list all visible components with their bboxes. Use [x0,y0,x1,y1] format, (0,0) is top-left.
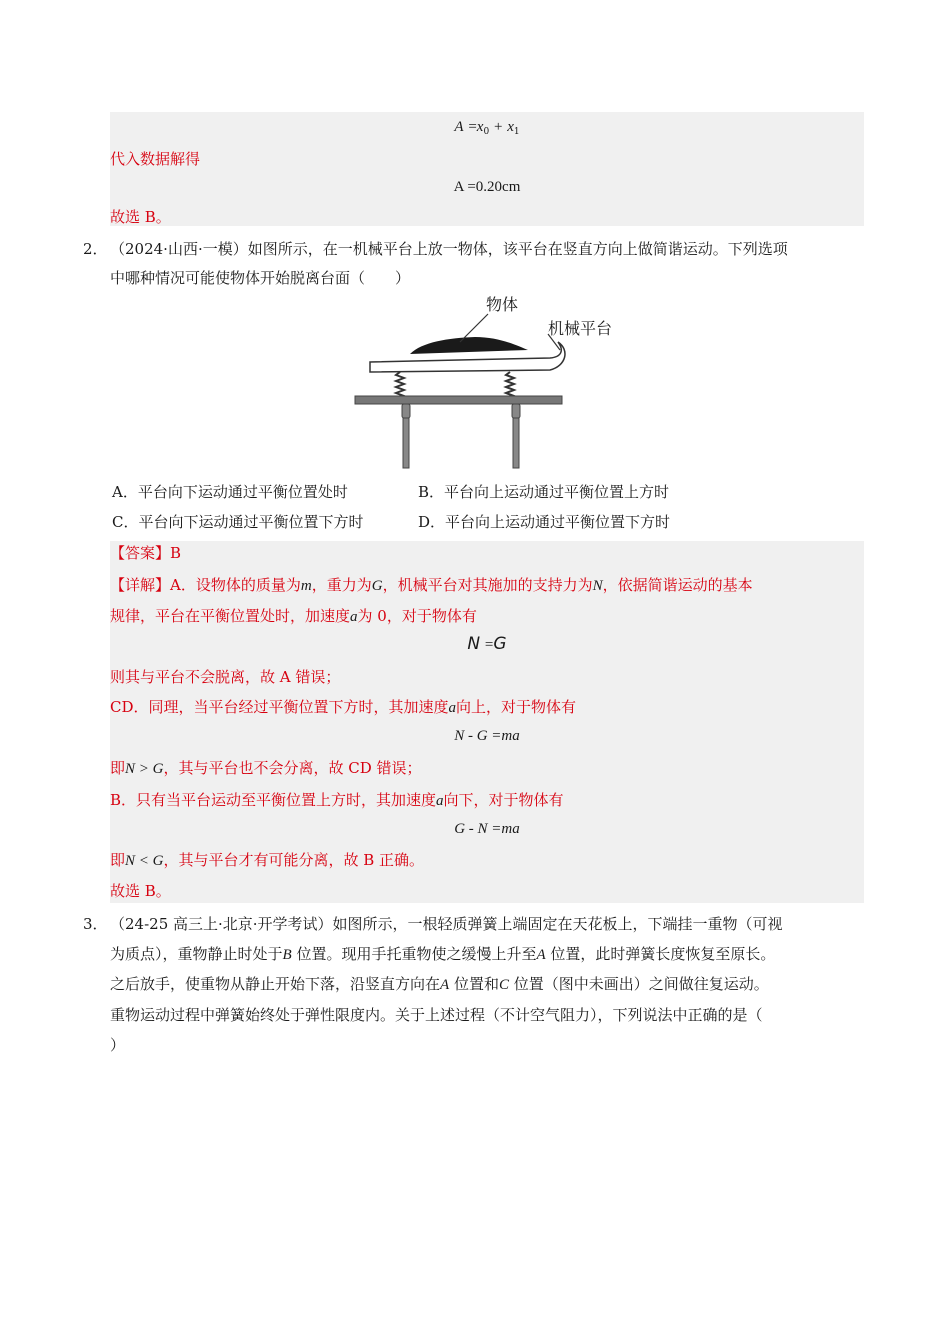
question-3-line-1: （24-25 高三上·北京·开学考试）如图所示，一根轻质弹簧上端固定在天花板上，下端挂一重物（可视 [110,915,783,933]
detail-line-3: 则其与平台不会脱离，故 A 错误； [110,668,341,686]
question-3-number: 3． [83,915,108,933]
object-blob [410,337,528,354]
question-2-stem-line-2: 中哪种情况可能使物体开始脱离台面（ ） [110,269,411,287]
detail-line-8: 故选 B。 [110,882,171,900]
question-3-line-5: ） [110,1036,126,1054]
base-plate [355,396,562,404]
equation-amplitude-sum: $A =x_0 + x_1$ [454,119,520,137]
equation-g-minus-n: G - N =ma [454,821,520,837]
substitute-text: 代入数据解得 [110,150,201,168]
answer-label: 【答案】B [110,544,182,562]
spring-left [396,372,404,398]
detail-line-2: 规律，平台在平衡位置处时，加速度a为 0，对于物体有 [110,607,477,625]
question-3-line-4: 重物运动过程中弹簧始终处于弹性限度内。关于上述过程（不计空气阻力），下列说法中正确的是（ [110,1006,763,1024]
question-3-line-3: 之后放手，使重物从静止开始下落，沿竖直方向在A 位置和C 位置（图中未画出）之间做往复运动。 [110,975,769,993]
detail-line-4: CD．同理，当平台经过平衡位置下方时，其加速度a向上，对于物体有 [110,698,577,716]
leg-left [403,418,409,468]
detail-line-1: 【详解】A．设物体的质量为m，重力为G，机械平台对其施加的支持力为N，依据简谐运动的基本 [110,576,753,594]
question-2-stem-line-1: （2024·山西·一模）如图所示，在一机械平台上放一物体，该平台在竖直方向上做简谐运动。下列选项 [110,240,788,258]
detail-line-7: 即N < G，其与平台才有可能分离，故 B 正确。 [110,851,425,869]
equation-amplitude-value: A =0.20cm [453,179,521,195]
spring-right [506,372,514,398]
equation-n-equals-g: N =G [467,634,507,654]
detail-line-6: B．只有当平台运动至平衡位置上方时，其加速度a向下，对于物体有 [110,791,564,809]
platform-label: 机械平台 [548,319,613,338]
object-label: 物体 [486,295,519,314]
option-c[interactable]: C．平台向下运动通过平衡位置下方时 [112,513,364,531]
leg-right [513,418,519,468]
question-2-number: 2． [83,240,108,258]
question-3-line-2: 为质点），重物静止时处于B 位置。现用手托重物使之缓慢上升至A 位置，此时弹簧长度恢复至原长。 [110,945,776,963]
option-a[interactable]: A．平台向下运动通过平衡位置处时 [112,483,348,501]
option-b[interactable]: B．平台向上运动通过平衡位置上方时 [418,483,670,501]
platform-figure [350,290,630,472]
option-d[interactable]: D．平台向上运动通过平衡位置下方时 [418,513,671,531]
equation-n-minus-g: N - G =ma [454,728,520,744]
detail-line-5: 即N > G，其与平台也不会分离，故 CD 错误； [110,759,422,777]
choice-text-1: 故选 B。 [110,208,171,226]
